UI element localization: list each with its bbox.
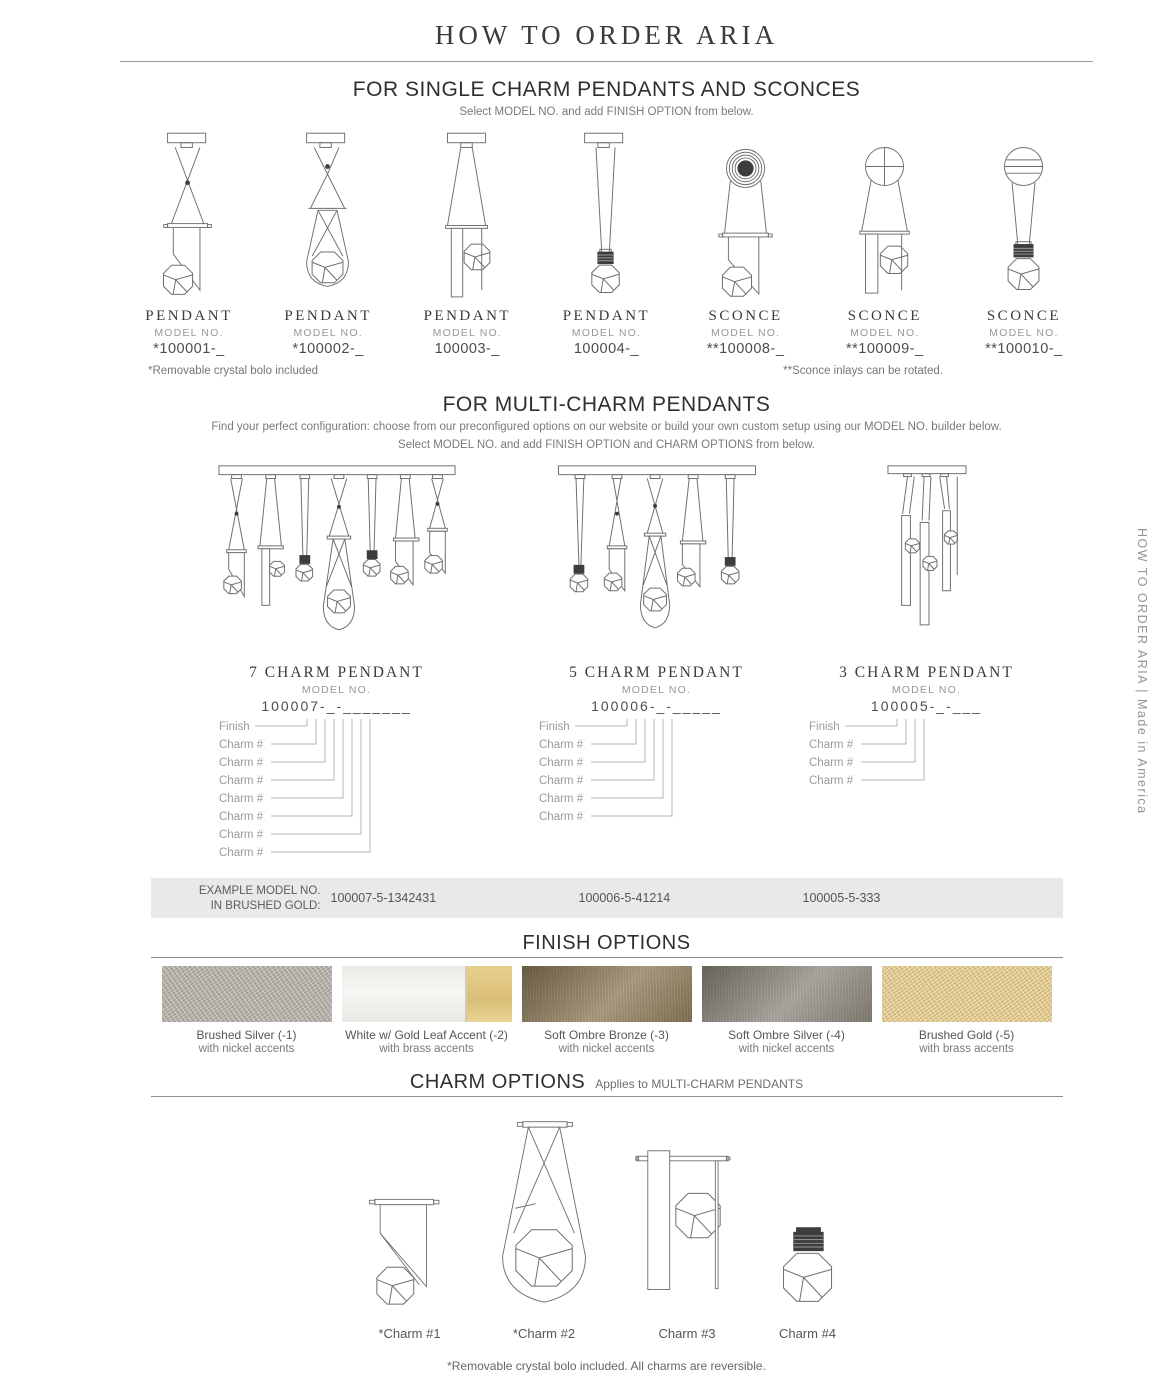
model-no-label: MODEL NO. bbox=[710, 326, 781, 339]
product-pendant-100001 bbox=[120, 126, 258, 357]
finish-name: Brushed Gold (-5) bbox=[918, 1028, 1015, 1043]
finish-accent: with nickel accents bbox=[738, 1043, 835, 1056]
finish-swatches-row bbox=[162, 966, 1052, 1055]
pendant-3-charm-drawing bbox=[852, 460, 1002, 660]
charm-footnote: *Removable crystal bolo included. All charms are reversible. bbox=[447, 1359, 766, 1374]
model-number: **100008-_ bbox=[706, 340, 785, 357]
finish-accent: with brass accents bbox=[919, 1043, 1014, 1056]
example-value-5-charm: 100006-5-41214 bbox=[578, 891, 671, 906]
example-label bbox=[161, 884, 321, 914]
builder-name: 7 CHARM PENDANT bbox=[249, 664, 424, 682]
sconce-100008-drawing bbox=[677, 126, 815, 306]
model-number: *100001-_ bbox=[153, 340, 225, 357]
product-type: PENDANT bbox=[423, 307, 512, 324]
charm-option-1 bbox=[366, 1103, 454, 1341]
builder-7-connector-diagram bbox=[217, 718, 457, 870]
gem-icon bbox=[783, 1254, 831, 1302]
product-type: SCONCE bbox=[986, 307, 1062, 324]
footnote-sconce-inlays: **Sconce inlays can be rotated. bbox=[783, 364, 943, 377]
single-products-row bbox=[120, 126, 1093, 357]
product-sconce-100008 bbox=[677, 126, 815, 357]
gem-icon bbox=[376, 1268, 413, 1305]
charm-option-2 bbox=[482, 1103, 607, 1341]
builder-row-label: Finish bbox=[538, 721, 570, 734]
finish-name: Soft Ombre Silver (-4) bbox=[728, 1028, 845, 1043]
builder-row-label: Charm # bbox=[538, 757, 583, 770]
builder-3-charm bbox=[791, 460, 1063, 870]
gem-icon bbox=[675, 1194, 719, 1238]
product-type: PENDANT bbox=[145, 307, 233, 324]
model-no-label: MODEL NO. bbox=[850, 326, 920, 339]
finish-accent: with nickel accents bbox=[198, 1043, 295, 1056]
finish-swatch-brushed-gold bbox=[882, 966, 1052, 1022]
model-no-label: MODEL NO. bbox=[621, 684, 692, 697]
builder-row-label: Charm # bbox=[218, 829, 263, 842]
finish-option-white-gold-leaf bbox=[342, 966, 512, 1055]
builder-row-label: Finish bbox=[218, 721, 250, 734]
finish-swatch-brushed-silver bbox=[162, 966, 332, 1022]
charm-option-4 bbox=[768, 1103, 848, 1341]
multi-intro-line1: Find your perfect configuration: choose from our preconfigured options on our website or build your own custom setup using our MODEL NO. builder below. bbox=[211, 420, 1002, 433]
builder-name: 3 CHARM PENDANT bbox=[839, 664, 1014, 682]
pendant-100001-drawing bbox=[120, 126, 258, 306]
charm-label: *Charm #2 bbox=[512, 1326, 576, 1342]
builder-5-connector-diagram bbox=[537, 718, 777, 834]
sconce-100010-drawing bbox=[955, 126, 1093, 306]
builder-row-label: Charm # bbox=[538, 739, 583, 752]
charm-section-header bbox=[120, 1071, 1093, 1094]
model-no-label: MODEL NO. bbox=[989, 326, 1059, 339]
charm-4-drawing bbox=[768, 1224, 848, 1316]
product-pendant-100002 bbox=[259, 126, 397, 357]
builder-row-label: Charm # bbox=[808, 757, 853, 770]
gem-icon bbox=[163, 265, 192, 294]
product-type: SCONCE bbox=[708, 307, 783, 324]
product-type: PENDANT bbox=[284, 307, 372, 324]
finish-option-brushed-silver bbox=[162, 966, 332, 1055]
footnote-crystal-bolo: *Removable crystal bolo included bbox=[148, 364, 319, 377]
builder-model-number: 100005-_-___ bbox=[870, 698, 983, 715]
single-section-subtitle: Select MODEL NO. and add FINISH OPTION from below. bbox=[459, 106, 754, 118]
builder-row-label: Charm # bbox=[808, 775, 853, 788]
charm-option-3 bbox=[635, 1103, 740, 1341]
model-no-label: MODEL NO. bbox=[891, 684, 962, 697]
finish-option-brushed-gold bbox=[882, 966, 1052, 1055]
model-builders bbox=[151, 460, 1063, 870]
charm-label: Charm #4 bbox=[778, 1326, 837, 1342]
finish-swatch-soft-ombre-silver bbox=[702, 966, 872, 1022]
pendant-100004-drawing bbox=[537, 126, 675, 306]
model-number: 100003-_ bbox=[434, 340, 500, 357]
finish-name: White w/ Gold Leaf Accent (-2) bbox=[345, 1028, 508, 1043]
model-no-label: MODEL NO. bbox=[301, 684, 372, 697]
finish-divider bbox=[151, 957, 1063, 958]
builder-row-label: Charm # bbox=[538, 775, 583, 788]
example-value-3-charm: 100005-5-333 bbox=[802, 891, 881, 906]
charm-label: Charm #3 bbox=[658, 1326, 716, 1342]
gem-icon bbox=[515, 1230, 571, 1286]
page-title: HOW TO ORDER ARIA bbox=[434, 20, 779, 50]
builder-row-label: Finish bbox=[808, 721, 840, 734]
finish-name: Soft Ombre Bronze (-3) bbox=[544, 1028, 669, 1043]
multi-section-title: FOR MULTI-CHARM PENDANTS bbox=[442, 392, 771, 416]
finish-accent: with nickel accents bbox=[558, 1043, 655, 1056]
finish-name: Brushed Silver (-1) bbox=[196, 1028, 297, 1043]
model-number: *100002-_ bbox=[292, 340, 364, 357]
gem-icon bbox=[312, 252, 343, 283]
finish-option-soft-ombre-silver bbox=[702, 966, 872, 1055]
charm-2-drawing bbox=[482, 1118, 607, 1316]
charm-section-note: Applies to MULTI-CHARM PENDANTS bbox=[595, 1077, 804, 1092]
model-no-label: MODEL NO. bbox=[432, 326, 502, 339]
gem-icon bbox=[880, 246, 907, 273]
charm-label: *Charm #1 bbox=[378, 1326, 441, 1342]
example-label-line2: IN BRUSHED GOLD: bbox=[210, 900, 321, 913]
builder-7-charm bbox=[151, 460, 523, 870]
charm-1-drawing bbox=[366, 1178, 454, 1316]
model-number: 100004-_ bbox=[573, 340, 640, 357]
pendant-5-charm-drawing bbox=[552, 460, 762, 660]
side-vertical-label: HOW TO ORDER ARIA | Made in America bbox=[1135, 528, 1149, 815]
builder-row-label: Charm # bbox=[218, 793, 263, 806]
product-sconce-100010 bbox=[955, 126, 1093, 357]
builder-row-label: Charm # bbox=[218, 811, 263, 824]
title-divider bbox=[120, 61, 1093, 62]
gem-icon bbox=[592, 265, 619, 292]
pendant-100003-drawing bbox=[398, 126, 536, 306]
model-no-label: MODEL NO. bbox=[293, 326, 363, 339]
model-no-label: MODEL NO. bbox=[571, 326, 642, 339]
builder-model-number: 100007-_-_______ bbox=[261, 698, 412, 715]
builder-row-label: Charm # bbox=[808, 739, 853, 752]
single-footnotes bbox=[148, 365, 1073, 377]
builder-5-charm bbox=[523, 460, 791, 870]
builder-row-label: Charm # bbox=[218, 739, 263, 752]
builder-name: 5 CHARM PENDANT bbox=[569, 664, 744, 682]
charm-options-row bbox=[120, 1103, 1093, 1341]
finish-option-soft-ombre-bronze bbox=[522, 966, 692, 1055]
multi-intro-line2: Select MODEL NO. and add FINISH OPTION and CHARM OPTIONS from below. bbox=[398, 438, 815, 451]
example-model-band bbox=[151, 878, 1063, 918]
gem-icon bbox=[722, 267, 751, 296]
product-pendant-100004 bbox=[537, 126, 675, 357]
single-section-title: FOR SINGLE CHARM PENDANTS AND SCONCES bbox=[352, 78, 861, 101]
builder-model-number: 100006-_-_____ bbox=[591, 698, 722, 715]
pendant-100002-drawing bbox=[259, 126, 397, 306]
charm-3-drawing bbox=[635, 1138, 740, 1316]
builder-row-label: Charm # bbox=[218, 757, 263, 770]
product-pendant-100003 bbox=[398, 126, 536, 357]
builder-row-label: Charm # bbox=[538, 793, 583, 806]
builder-3-connector-diagram bbox=[807, 718, 1047, 798]
finish-section-title: FINISH OPTIONS bbox=[522, 932, 691, 955]
example-label-line1: EXAMPLE MODEL NO. bbox=[198, 885, 321, 898]
model-number: **100009-_ bbox=[845, 340, 924, 357]
sconce-100009-drawing bbox=[816, 126, 954, 306]
gem-icon bbox=[464, 244, 490, 270]
product-type: SCONCE bbox=[847, 307, 922, 324]
finish-swatch-white-gold-leaf bbox=[342, 966, 512, 1022]
builder-row-label: Charm # bbox=[218, 847, 263, 860]
builder-row-label: Charm # bbox=[218, 775, 263, 788]
finish-accent: with brass accents bbox=[379, 1043, 474, 1056]
builder-row-label: Charm # bbox=[538, 811, 583, 824]
model-no-label: MODEL NO. bbox=[154, 326, 224, 339]
pendant-7-charm-drawing bbox=[212, 460, 462, 660]
product-sconce-100009 bbox=[816, 126, 954, 357]
finish-swatch-soft-ombre-bronze bbox=[522, 966, 692, 1022]
example-value-7-charm: 100007-5-1342431 bbox=[330, 891, 437, 906]
charm-section-title: CHARM OPTIONS bbox=[409, 1071, 586, 1094]
gem-icon bbox=[1008, 258, 1039, 289]
model-number: **100010-_ bbox=[985, 340, 1063, 357]
charm-divider bbox=[151, 1096, 1063, 1097]
product-type: PENDANT bbox=[562, 307, 651, 324]
